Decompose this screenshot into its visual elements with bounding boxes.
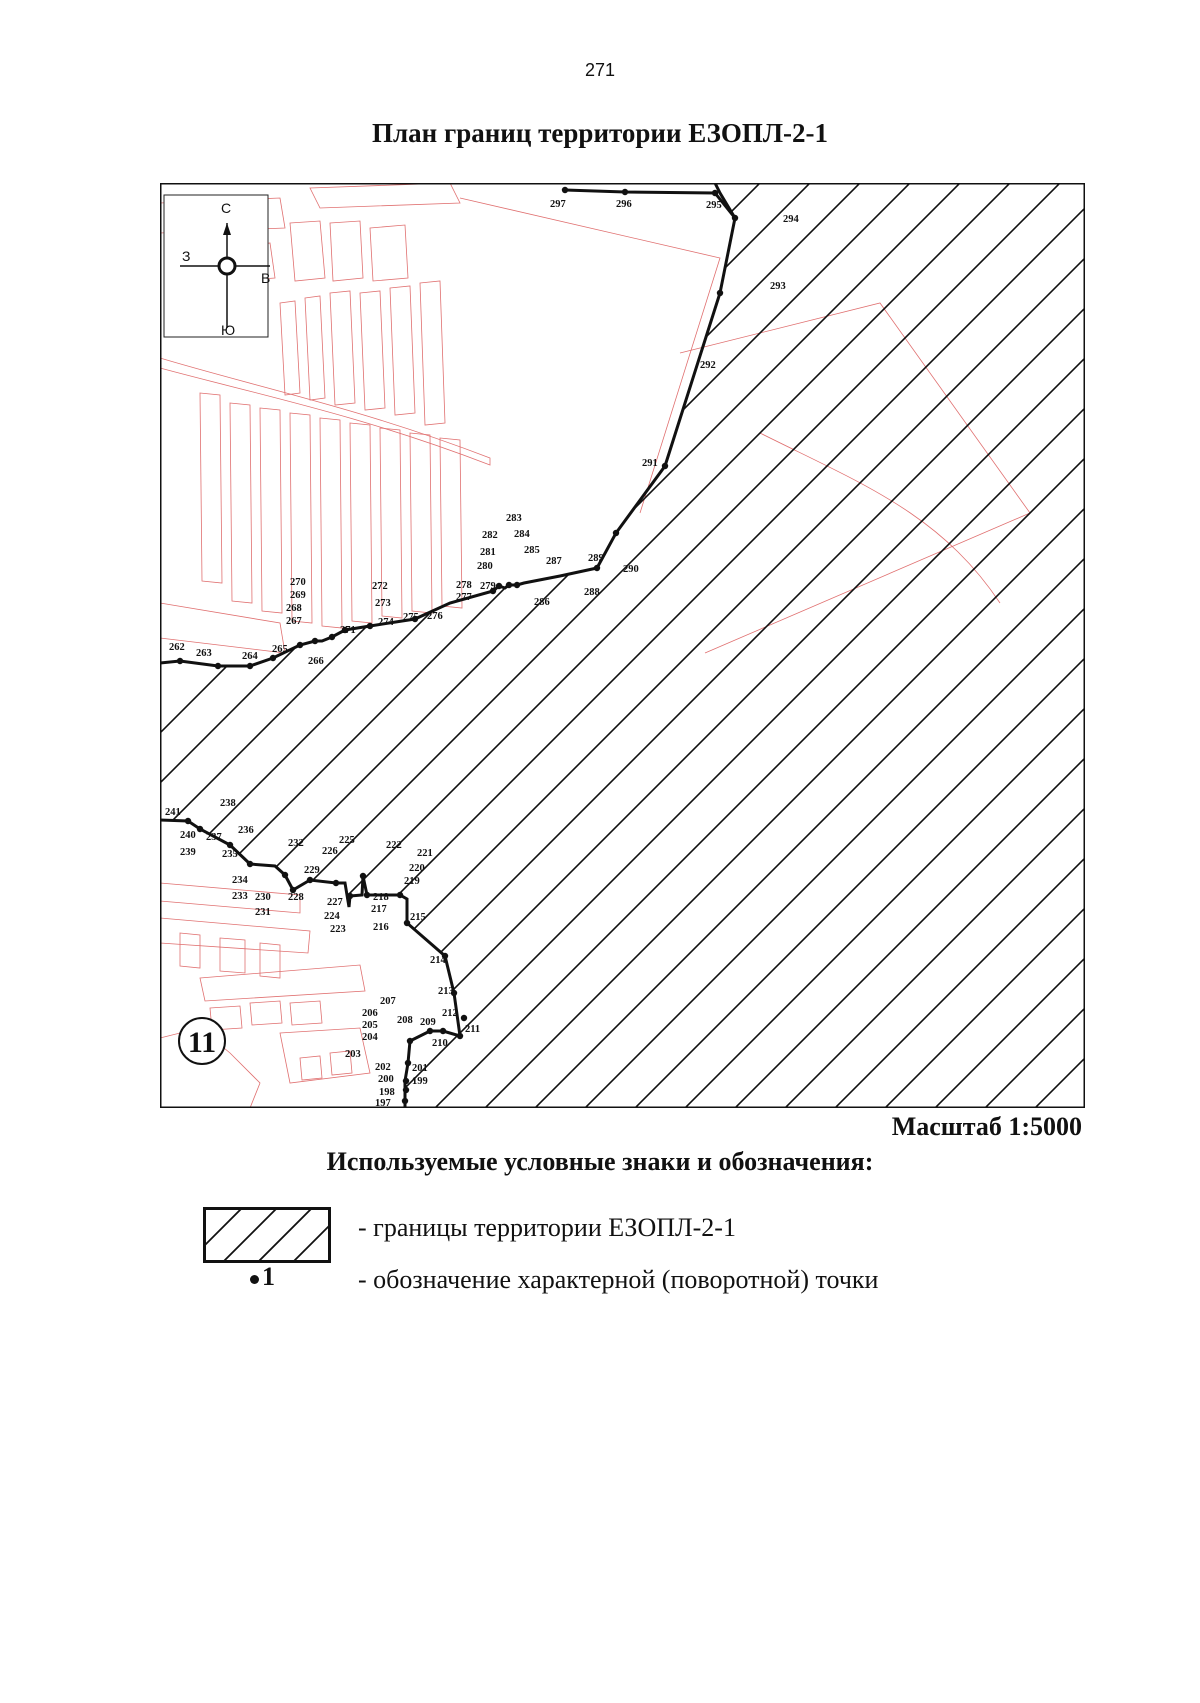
boundary-point [347,893,353,899]
boundary-point [177,658,183,664]
boundary-point [457,1033,463,1039]
compass-west: З [182,248,191,264]
boundary-point [360,873,366,879]
point-label: 215 [410,912,426,923]
boundary-point [427,1028,433,1034]
boundary-point [712,190,718,196]
point-label: 294 [783,214,799,225]
boundary-point [403,1087,409,1093]
boundary-point [514,582,520,588]
boundary-point [215,663,221,669]
point-label: 207 [380,996,396,1007]
point-label: 202 [375,1062,391,1073]
legend-point-label: 1 [262,1262,275,1291]
point-label: 241 [165,807,181,818]
point-label: 239 [180,847,196,858]
point-label: 214 [430,955,446,966]
legend-title: Используемые условные знаки и обозначения: [326,1147,874,1176]
compass-rose [164,195,270,338]
point-label: 292 [700,360,716,371]
boundary-point [247,663,253,669]
point-icon [250,1275,259,1284]
point-label: 287 [546,556,562,567]
boundary-point [329,634,335,640]
boundary-point [562,187,568,193]
point-label: 283 [506,513,522,524]
boundary-point [333,880,339,886]
point-label: 209 [420,1017,436,1028]
point-label: 268 [286,603,302,614]
boundary-point [717,290,723,296]
compass-east: В [261,270,271,286]
boundary-point [506,582,512,588]
point-label: 218 [373,892,389,903]
point-label: 211 [465,1024,481,1035]
point-label: 265 [272,644,288,655]
boundary-point [197,826,203,832]
point-label: 203 [345,1049,361,1060]
boundary-point [402,1098,408,1104]
boundary-point [364,892,370,898]
page-number: 271 [584,60,616,80]
point-label: 216 [373,922,389,933]
point-label: 221 [417,848,433,859]
point-label: 232 [288,838,304,849]
boundary-point [732,215,738,221]
point-label: 229 [304,865,320,876]
point-label: 264 [242,651,258,662]
point-label: 223 [330,924,346,935]
cadastral-lines [160,183,1030,1108]
point-label: 204 [362,1032,378,1043]
point-label: 271 [340,625,356,636]
point-label: 290 [623,564,639,575]
point-label: 269 [290,590,306,601]
point-label: 231 [255,907,271,918]
map-scale: Масштаб 1:5000 [891,1112,1082,1141]
boundary-point [405,1060,411,1066]
point-label: 238 [220,798,236,809]
boundary-point [270,655,276,661]
boundary-point [622,189,628,195]
point-label: 227 [327,897,343,908]
legend-hatch-icon [203,1207,331,1263]
boundary-point [461,1015,467,1021]
point-label: 286 [534,597,550,608]
point-label: 280 [477,561,493,572]
point-label: 277 [456,592,472,603]
point-label: 295 [706,200,722,211]
point-label: 275 [403,612,419,623]
point-label: 217 [371,904,387,915]
point-label: 274 [378,617,394,628]
point-label: 233 [232,891,248,902]
boundary-point [227,842,233,848]
boundary-point [662,463,668,469]
point-label: 240 [180,830,196,841]
point-label: 219 [404,876,420,887]
point-label: 220 [409,863,425,874]
point-label: 272 [372,581,388,592]
map-title: План границ территории ЕЗОПЛ-2-1 [372,118,828,148]
point-label: 279 [480,581,496,592]
boundary-point [440,1028,446,1034]
point-label: 284 [514,529,530,540]
compass-north: С [221,200,232,216]
point-label: 297 [550,199,566,210]
boundary-point [397,892,403,898]
point-label: 226 [322,846,338,857]
legend-item-boundary-text: - границы территории ЕЗОПЛ-2-1 [358,1213,736,1242]
point-label: 282 [482,530,498,541]
point-label: 206 [362,1008,378,1019]
point-label: 291 [642,458,658,469]
point-label: 235 [222,849,238,860]
legend-point-symbol [250,1262,275,1292]
point-label: 296 [616,199,632,210]
point-label: 270 [290,577,306,588]
compass-south: Ю [221,322,236,338]
sheet-number-badge [179,1018,225,1064]
sheet-number: 11 [187,1026,217,1059]
point-label: 198 [379,1087,395,1098]
point-label: 289 [588,553,604,564]
legend-item-point-text: - обозначение характерной (поворотной) точки [358,1265,879,1294]
boundary-point [297,642,303,648]
point-label: 234 [232,875,248,886]
point-label: 212 [442,1008,458,1019]
boundary-point [307,877,313,883]
point-label: 293 [770,281,786,292]
point-label: 201 [412,1063,428,1074]
point-label: 236 [238,825,254,836]
boundary-point [312,638,318,644]
point-label: 225 [339,835,355,846]
boundary-point [407,1038,413,1044]
point-label: 200 [378,1074,394,1085]
point-label: 263 [196,648,212,659]
point-label: 285 [524,545,540,556]
point-label: 273 [375,598,391,609]
point-label: 210 [432,1038,448,1049]
point-label: 213 [438,986,454,997]
point-label: 197 [375,1098,391,1108]
boundary-point [594,565,600,571]
point-label: 267 [286,616,302,627]
point-label: 288 [584,587,600,598]
point-label: 199 [412,1076,428,1087]
point-label: 237 [206,832,222,843]
boundary-point [247,861,253,867]
boundary-map [160,183,1085,1108]
boundary-point [496,583,502,589]
point-label: 266 [308,656,324,667]
point-label: 205 [362,1020,378,1031]
point-label: 222 [386,840,402,851]
boundary-point [367,623,373,629]
boundary-point [613,530,619,536]
boundary-point [282,872,288,878]
point-label: 262 [169,642,185,653]
point-label: 208 [397,1015,413,1026]
boundary-point [185,818,191,824]
point-label: 228 [288,892,304,903]
boundary-point [403,1078,409,1084]
point-label: 278 [456,580,472,591]
point-label: 281 [480,547,496,558]
point-label: 230 [255,892,271,903]
point-label: 276 [427,611,443,622]
point-label: 224 [324,911,340,922]
